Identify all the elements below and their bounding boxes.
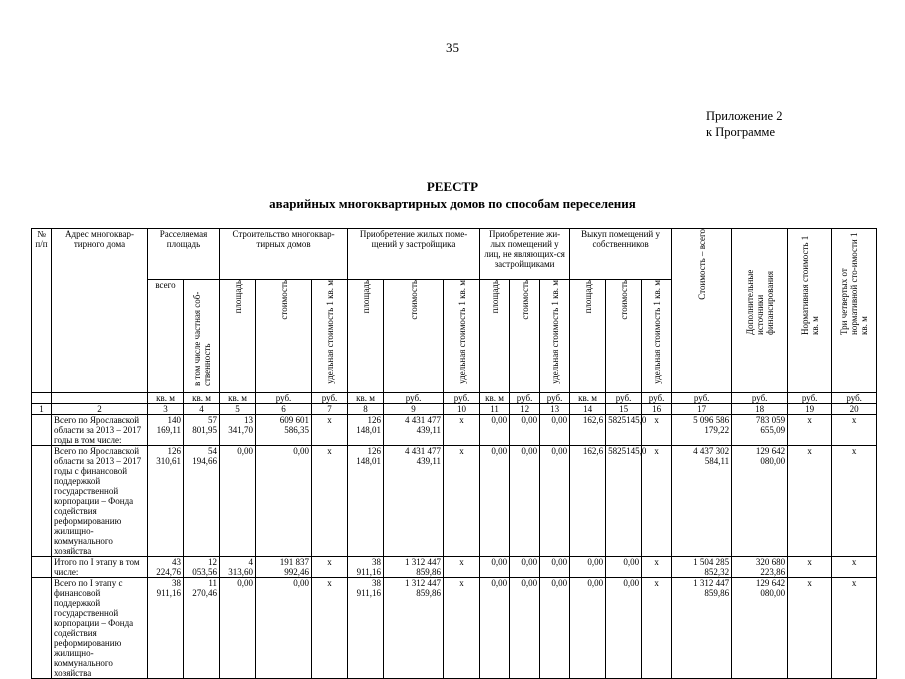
subheader-other-unit-cost-text: удельная стоимость 1 кв. м — [549, 280, 560, 384]
unit-cell: кв. м — [348, 393, 384, 404]
unit-cell: руб. — [642, 393, 672, 404]
column-number: 5 — [220, 404, 256, 415]
unit-cell: руб. — [510, 393, 540, 404]
table-row — [32, 557, 877, 578]
units-row — [32, 393, 877, 404]
table-cell: 57 801,95 — [184, 415, 220, 446]
subheader-all: всего — [148, 280, 184, 393]
header-norm-cost — [788, 229, 832, 393]
table-cell: x — [832, 557, 877, 578]
document-title — [0, 178, 905, 212]
table-cell: 5825145,0 — [606, 446, 642, 557]
title-line-2: аварийных многоквартирных домов по способам переселения — [269, 196, 636, 211]
column-number: 1 — [32, 404, 52, 415]
table-cell: 43 224,76 — [148, 557, 184, 578]
header-extra-sources — [732, 229, 788, 393]
table-cell: 0,00 — [480, 578, 510, 679]
table-cell: 4 431 477 439,11 — [384, 415, 444, 446]
table-cell: x — [788, 415, 832, 446]
table-cell: 0,00 — [540, 578, 570, 679]
table-cell: 0,00 — [570, 557, 606, 578]
subheader-private-text: в том числе частная соб-ственность — [191, 291, 212, 386]
table-cell: 0,00 — [510, 446, 540, 557]
subheader-construction-cost-text: стоимость — [278, 280, 289, 320]
subheader-developer-unit-cost-text: удельная стоимость 1 кв. м — [456, 280, 467, 384]
table-row — [32, 415, 877, 446]
page-number: 35 — [446, 40, 459, 55]
table-cell: 0,00 — [220, 446, 256, 557]
column-number: 10 — [444, 404, 480, 415]
table-cell: 0,00 — [510, 557, 540, 578]
unit-cell: руб. — [606, 393, 642, 404]
subheader-developer-cost — [384, 280, 444, 393]
row-number-cell — [32, 557, 52, 578]
column-number: 8 — [348, 404, 384, 415]
table-cell: 1 312 447 859,86 — [672, 578, 732, 679]
table-cell: 38 911,16 — [348, 557, 384, 578]
appendix-line-1: Приложение 2 — [706, 109, 783, 123]
unit-cell: руб. — [312, 393, 348, 404]
column-number: 6 — [256, 404, 312, 415]
column-numbers-row — [32, 404, 877, 415]
subheader-other-unit-cost — [540, 280, 570, 393]
table-cell: 12 053,56 — [184, 557, 220, 578]
table-cell: 0,00 — [256, 446, 312, 557]
table-cell: 140 169,11 — [148, 415, 184, 446]
unit-cell: руб. — [256, 393, 312, 404]
header-extra-sources-text: Дополнительные источники финансирования — [744, 269, 775, 335]
table-cell: x — [788, 578, 832, 679]
table-cell: 320 680 223,86 — [732, 557, 788, 578]
table-cell: 5 096 586 179,22 — [672, 415, 732, 446]
unit-cell: руб. — [444, 393, 480, 404]
subheader-buyout-area-text: площадь — [582, 280, 593, 314]
column-number: 19 — [788, 404, 832, 415]
table-cell: 0,00 — [220, 578, 256, 679]
table-cell: 1 312 447 859,86 — [384, 578, 444, 679]
table-cell: 0,00 — [606, 578, 642, 679]
header-three-quarters-text: Три четвертых от нормативной сто-имости 1 кв. м — [839, 232, 870, 335]
subheader-construction-unit-cost-text: удельная стоимость 1 кв. м — [324, 280, 335, 384]
header-cost-total — [672, 229, 732, 393]
table-cell: x — [832, 578, 877, 679]
table-cell: 1 312 447 859,86 — [384, 557, 444, 578]
table-cell: 5825145,0 — [606, 415, 642, 446]
subheader-other-cost-text: стоимость — [519, 280, 530, 320]
header-construction: Строительство многоквар-тирных домов — [220, 229, 348, 280]
table-cell: 0,00 — [540, 557, 570, 578]
subheader-private — [184, 280, 220, 393]
table-cell: 38 911,16 — [348, 578, 384, 679]
table-cell: 1 504 285 852,32 — [672, 557, 732, 578]
table-cell: 0,00 — [540, 415, 570, 446]
subheader-buyout-unit-cost — [642, 280, 672, 393]
table-cell: 4 431 477 439,11 — [384, 446, 444, 557]
table-cell: x — [312, 446, 348, 557]
table-cell: 11 270,46 — [184, 578, 220, 679]
unit-cell: кв. м — [480, 393, 510, 404]
header-norm-cost-text: Нормативная стоимость 1 кв. м — [799, 235, 820, 335]
column-number: 14 — [570, 404, 606, 415]
unit-cell: кв. м — [570, 393, 606, 404]
subheader-developer-area-text: площадь — [360, 280, 371, 314]
subheader-construction-area — [220, 280, 256, 393]
column-number: 20 — [832, 404, 877, 415]
table-cell: x — [444, 557, 480, 578]
header-buyout: Выкуп помещений у собственников — [570, 229, 672, 280]
unit-cell: руб. — [732, 393, 788, 404]
table-cell: x — [642, 446, 672, 557]
column-number: 15 — [606, 404, 642, 415]
table-cell: x — [444, 446, 480, 557]
subheader-developer-area — [348, 280, 384, 393]
header-address: Адрес многоквар-тирного дома — [52, 229, 148, 393]
registry-table — [31, 228, 877, 679]
table-cell: x — [312, 557, 348, 578]
column-number: 17 — [672, 404, 732, 415]
table-cell: 0,00 — [480, 415, 510, 446]
table-cell: 54 194,66 — [184, 446, 220, 557]
unit-cell: руб. — [672, 393, 732, 404]
header-three-quarters — [832, 229, 877, 393]
header-purchase-other: Приобретение жи-лых помещений у лиц, не являющих-ся застройщиками — [480, 229, 570, 280]
table-cell: x — [312, 415, 348, 446]
column-number: 13 — [540, 404, 570, 415]
column-number: 18 — [732, 404, 788, 415]
table-cell: x — [832, 446, 877, 557]
table-cell: 126 310,61 — [148, 446, 184, 557]
subheader-other-area — [480, 280, 510, 393]
table-cell: 0,00 — [540, 446, 570, 557]
table-cell: 4 437 302 584,11 — [672, 446, 732, 557]
unit-cell: кв. м — [220, 393, 256, 404]
table-cell: x — [444, 415, 480, 446]
column-number: 9 — [384, 404, 444, 415]
header-purchase-developer: Приобретение жилых поме-щений у застройщика — [348, 229, 480, 280]
unit-cell: кв. м — [184, 393, 220, 404]
subheader-buyout-cost — [606, 280, 642, 393]
column-number: 16 — [642, 404, 672, 415]
row-number-cell — [32, 578, 52, 679]
row-label: Всего по Ярославской области за 2013 – 2017 годы в том числе: — [52, 415, 148, 446]
column-number: 4 — [184, 404, 220, 415]
table-cell: 4 313,60 — [220, 557, 256, 578]
row-label: Итого по I этапу в том числе: — [52, 557, 148, 578]
row-number-cell — [32, 415, 52, 446]
table-cell: 0,00 — [480, 446, 510, 557]
table-cell: 0,00 — [510, 415, 540, 446]
table-cell: x — [832, 415, 877, 446]
table-cell: x — [642, 415, 672, 446]
header-area: Расселяемая площадь — [148, 229, 220, 280]
unit-cell: руб. — [832, 393, 877, 404]
appendix-note — [706, 108, 782, 140]
table-cell: 191 837 992,46 — [256, 557, 312, 578]
table-cell: 609 601 586,35 — [256, 415, 312, 446]
table-cell: x — [642, 578, 672, 679]
table-cell: 126 148,01 — [348, 415, 384, 446]
row-number-cell — [32, 446, 52, 557]
subheader-other-area-text: площадь — [489, 280, 500, 314]
unit-cell: руб. — [540, 393, 570, 404]
subheader-construction-unit-cost — [312, 280, 348, 393]
subheader-other-cost — [510, 280, 540, 393]
table-cell: 129 642 080,00 — [732, 578, 788, 679]
table-cell: 0,00 — [256, 578, 312, 679]
subheader-construction-area-text: площадь — [232, 280, 243, 314]
unit-cell-blank — [32, 393, 52, 404]
table-row — [32, 446, 877, 557]
column-number: 11 — [480, 404, 510, 415]
table-cell: x — [642, 557, 672, 578]
table-cell: 162,6 — [570, 446, 606, 557]
column-number: 3 — [148, 404, 184, 415]
table-cell: x — [788, 446, 832, 557]
table-cell: 0,00 — [480, 557, 510, 578]
table-cell: 0,00 — [606, 557, 642, 578]
header-cost-total-text: Стоимость – всего — [696, 229, 707, 300]
subheader-developer-cost-text: стоимость — [408, 280, 419, 320]
subheader-developer-unit-cost — [444, 280, 480, 393]
table-cell: 129 642 080,00 — [732, 446, 788, 557]
header-num: № п/п — [32, 229, 52, 393]
table-cell: x — [444, 578, 480, 679]
table-cell: 38 911,16 — [148, 578, 184, 679]
table-cell: 783 059 655,09 — [732, 415, 788, 446]
unit-cell: руб. — [384, 393, 444, 404]
column-number: 7 — [312, 404, 348, 415]
table-cell: 126 148,01 — [348, 446, 384, 557]
subheader-buyout-cost-text: стоимость — [618, 280, 629, 320]
column-number: 12 — [510, 404, 540, 415]
unit-cell-blank — [52, 393, 148, 404]
subheader-buyout-area — [570, 280, 606, 393]
subheader-construction-cost — [256, 280, 312, 393]
table-cell: 162,6 — [570, 415, 606, 446]
table-cell: 0,00 — [510, 578, 540, 679]
table-cell: 13 341,70 — [220, 415, 256, 446]
title-line-1: РЕЕСТР — [426, 179, 479, 194]
unit-cell: руб. — [788, 393, 832, 404]
table-cell: x — [312, 578, 348, 679]
unit-cell: кв. м — [148, 393, 184, 404]
table-row — [32, 578, 877, 679]
subheader-buyout-unit-cost-text: удельная стоимость 1 кв. м — [651, 280, 662, 384]
row-label: Всего по I этапу с финансовой поддержкой государственной корпорации – Фонда содействия реформированию жилищно-коммунального хозяйства — [52, 578, 148, 679]
appendix-line-2: к Программе — [706, 125, 776, 139]
table-cell: 0,00 — [570, 578, 606, 679]
column-number: 2 — [52, 404, 148, 415]
row-label: Всего по Ярославской области за 2013 – 2017 годы с финансовой поддержкой государственной корпорации – Фонда содействия реформированию жилищно-коммунального хозяйства — [52, 446, 148, 557]
table-cell: x — [788, 557, 832, 578]
table-body — [32, 415, 877, 679]
